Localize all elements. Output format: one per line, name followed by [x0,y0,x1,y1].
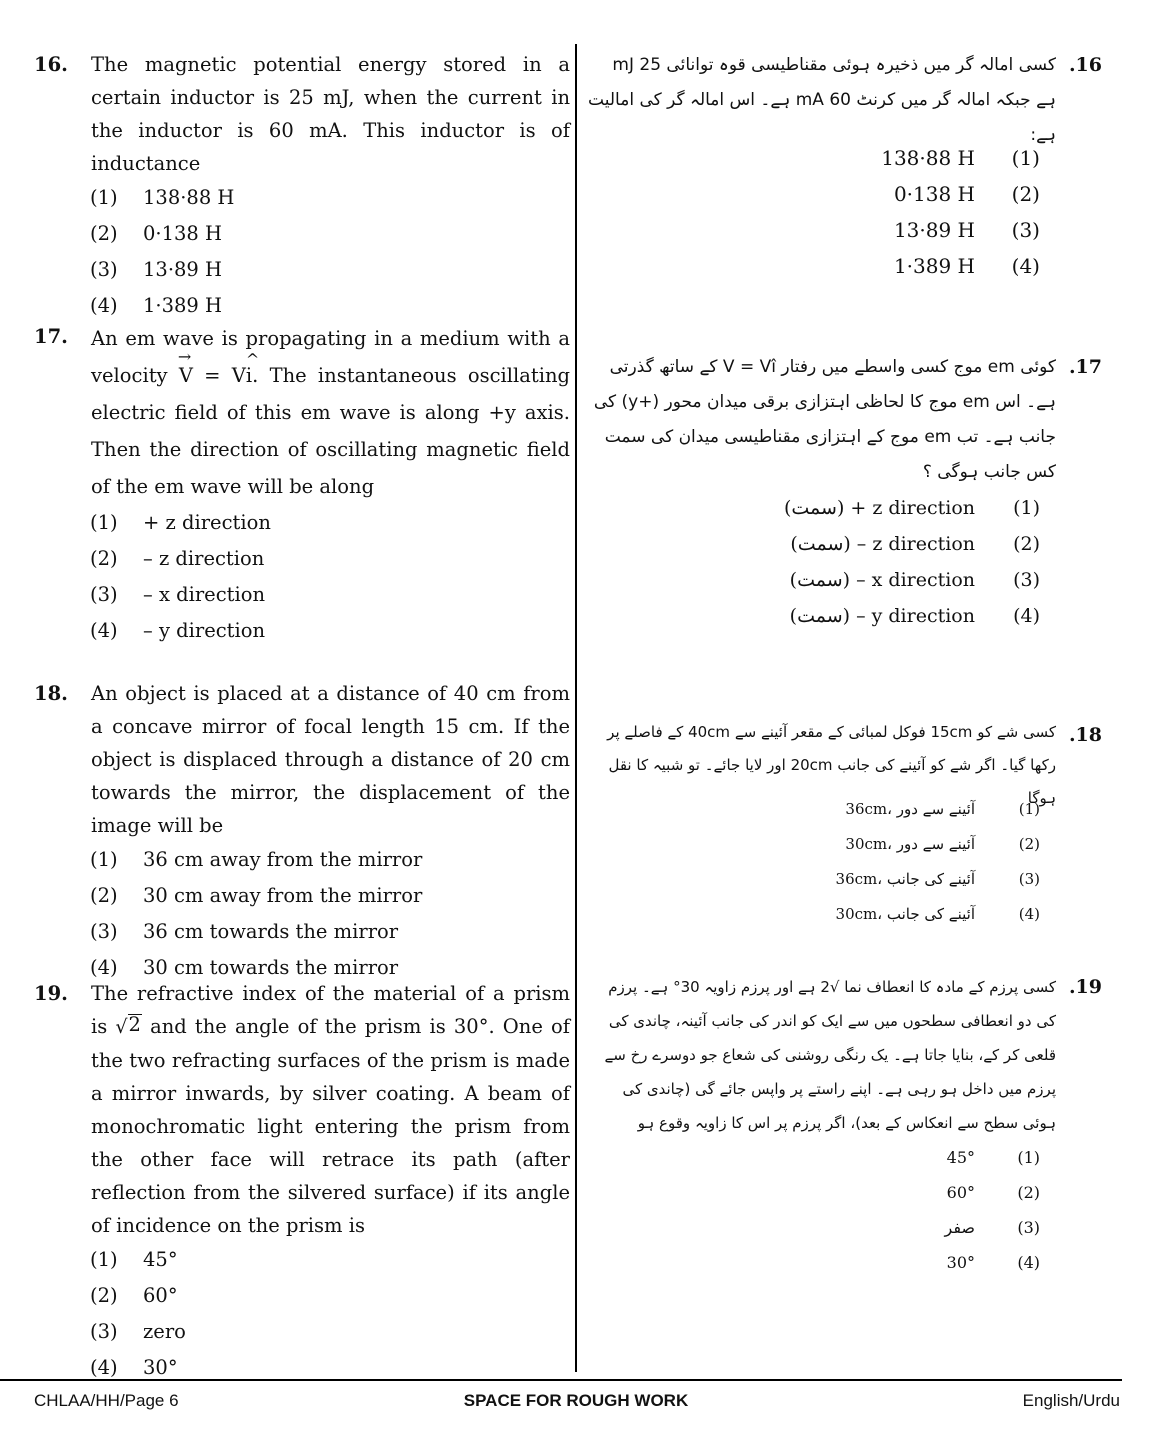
option-text: – z direction [143,547,265,570]
option-number: (4) [1013,605,1040,627]
option-text: 30° [946,1253,975,1272]
urdu-question-18 [588,692,1118,952]
page-footer [0,1391,1152,1419]
option-number: (1) [1011,146,1040,170]
urdu-question-16 [588,48,1118,310]
option-text: 36 cm away from the mirror [143,848,423,871]
option-text: صفر [944,1218,975,1237]
urdu-question-19 [588,952,1118,1280]
option-2[interactable] [90,878,570,914]
question-number: .19 [1068,976,1102,998]
option-text: 36cm، آئینے سے دور [845,800,975,818]
option-3[interactable] [90,252,570,288]
option-3[interactable] [588,1210,1040,1245]
option-number: (4) [90,956,118,979]
option-number: (3) [90,1320,118,1343]
option-4[interactable] [90,288,570,324]
question-stem: کسی امالہ گر میں ذخیرہ ہوئی مقناطیسی قوہ توانائی 25 mJ ہے جبکہ امالہ گر میں کرنٹ 60 mA ہے۔ اس امالہ گر کی امالیت ہے: [588,55,1056,145]
option-text: 0·138 H [893,182,975,206]
question-stem [91,320,570,505]
option-number: (2) [90,884,118,907]
option-number: (3) [1013,569,1040,591]
question-stem: کوئی em موج کسی واسطے میں رفتار V = Vî کے ساتھ گذرتی ہے۔ اس em موج کا لحاظی اہتزازی برقی میدان محور (+y) کی جانب ہے۔ تب em موج کے اہتزازی مقناطیسی میدان کی سمت کس جانب ہوگی ؟ [593,357,1056,482]
option-1[interactable] [90,180,570,216]
option-number: (2) [90,222,118,245]
option-1[interactable] [90,842,570,878]
radicand: 2 [128,1013,141,1036]
urdu-column [588,48,1118,1280]
option-1[interactable] [588,140,1040,176]
option-text: 0·138 H [143,222,223,245]
option-text: 60° [143,1284,178,1307]
option-1[interactable] [90,505,570,541]
option-text: 1·389 H [143,294,223,317]
option-number: (4) [1017,1253,1040,1272]
radical-sign: √ [115,1016,128,1038]
question-16 [30,48,570,320]
footer-divider [0,1379,1122,1381]
option-number: (3) [1018,870,1040,888]
option-3[interactable] [90,1314,570,1350]
option-number: (3) [1017,1218,1040,1237]
question-number: 17. [34,325,68,348]
option-number: (4) [1011,254,1040,278]
option-text: 138·88 H [143,186,235,209]
option-text: (سمت) – y direction [789,605,975,627]
question-number: 19. [34,982,68,1005]
option-2[interactable] [90,216,570,252]
option-number: (3) [90,258,118,281]
option-text: 30 cm towards the mirror [143,956,399,979]
square-root [115,1011,142,1044]
stem-equation: = V [192,364,246,387]
option-text: 36cm، آئینے کی جانب [835,870,975,888]
column-divider [575,44,577,1372]
question-19 [30,977,570,1386]
option-text: (سمت) – x direction [789,569,975,591]
question-number: 16. [34,53,68,76]
option-number: (4) [1018,905,1040,923]
option-text: 30 cm away from the mirror [143,884,423,907]
stem-text: The refractive index of the material of a prism is [91,982,570,1038]
option-number: (1) [1017,1148,1040,1167]
option-text: (سمت) – z direction [790,533,975,555]
option-number: (4) [90,619,118,642]
question-stem [91,977,570,1242]
option-number: (1) [90,848,118,871]
velocity-vector: → V [179,357,193,394]
option-1[interactable] [90,1242,570,1278]
option-1[interactable] [588,490,1040,526]
option-number: (2) [1013,533,1040,555]
option-text: – x direction [143,583,266,606]
option-4[interactable] [90,613,570,649]
option-text: 45° [946,1148,975,1167]
option-1[interactable] [588,792,1040,827]
options-list [588,140,1040,284]
option-number: (2) [90,1284,118,1307]
option-1[interactable] [588,1140,1040,1175]
option-text: 30° [143,1356,178,1379]
option-2[interactable] [90,1278,570,1314]
option-3[interactable] [588,562,1040,598]
options-list [90,505,570,649]
option-number: (2) [1011,182,1040,206]
option-number: (2) [90,547,118,570]
option-number: (1) [90,1248,118,1271]
options-list [588,792,1040,932]
option-number: (2) [1017,1183,1040,1202]
option-4[interactable] [588,897,1040,932]
question-17 [30,320,570,677]
option-text: – y direction [143,619,266,642]
option-3[interactable] [588,862,1040,897]
unit-vector-i: ^ i [246,357,252,394]
option-text: 60° [946,1183,975,1202]
option-number: (2) [1018,835,1040,853]
question-number: .18 [1068,724,1102,746]
option-2[interactable] [588,1175,1040,1210]
rough-work-label: SPACE FOR ROUGH WORK [463,1391,689,1410]
option-text: + z direction [143,511,271,534]
page-code: CHLAA/HH/Page 6 [34,1391,179,1410]
options-list [90,180,570,324]
option-2[interactable] [588,827,1040,862]
question-number: .16 [1068,54,1102,76]
option-2[interactable] [588,176,1040,212]
option-number: (1) [1018,800,1040,818]
english-column [30,48,570,1386]
option-number: (1) [90,186,118,209]
option-text: 138·88 H [881,146,975,170]
option-number: (3) [1011,218,1040,242]
option-text: zero [143,1320,186,1343]
options-list [588,490,1040,634]
option-3[interactable] [90,577,570,613]
options-list [90,1242,570,1386]
question-stem: کسی پرزم کے مادہ کا انعطاف نما √2 ہے اور پرزم زاویہ 30° ہے۔ پرزم کی دو انعطافی سطحوں میں سے ایک کو اندر کی جانب آئینہ، چاندی کی قلعی کر کے، بنایا جاتا ہے۔ یک رنگی روشنی کی شعاع جو دوسرے رخ سے پرزم میں داخل ہو رہی ہے۔ اپنے راستے پر واپس جائے گی (چاندی کی ہوئی سطح سے انعکاس کے بعد)، اگر پرزم پر اس کا زاویہ وقوع ہو [604,978,1056,1132]
stem-text: . The instantaneous oscillating electric field of this em wave is along +y axis. Then the direction of oscillating magnetic field of the em wave will be along [91,364,570,498]
option-3[interactable] [90,914,570,950]
options-list [90,842,570,986]
option-4[interactable] [588,1245,1040,1280]
question-18 [30,677,570,977]
language-label: English/Urdu [1022,1391,1120,1410]
question-number: .17 [1068,356,1102,378]
question-number: 18. [34,682,68,705]
option-number: (4) [90,294,118,317]
option-2[interactable] [588,526,1040,562]
question-stem: The magnetic potential energy stored in a certain inductor is 25 mJ, when the current in the inductor is 60 mA. This inductor is of inductance [91,53,570,175]
option-text: 30cm، آئینے کی جانب [835,905,975,923]
urdu-question-17 [588,310,1118,692]
question-stem: کسی شے کو 15cm فوکل لمبائی کے مقعر آئینے سے 40cm کے فاصلے پر رکھا گیا۔ اگر شے کو آئینے کی جانب 20cm اور لایا جائے۔ تو شبیہ کا نقل ہوگا [607,723,1056,807]
option-text: 13·89 H [893,218,975,242]
option-number: (4) [90,1356,118,1379]
option-2[interactable] [90,541,570,577]
option-number: (1) [1013,497,1040,519]
option-text: 36 cm towards the mirror [143,920,399,943]
stem-text: and the angle of the prism is 30°. One of the two refracting surfaces of the prism is made a mirror inwards, by silver coating. A beam of monochromatic light entering the prism from the other face will retrace its path (after reflection from the silvered surface) if its angle of incidence on the prism is [91,1015,570,1237]
option-number: (1) [90,511,118,534]
option-number: (3) [90,583,118,606]
option-text: 30cm، آئینے سے دور [845,835,975,853]
option-text: (سمت) + z direction [783,497,975,519]
stem-text: An em wave is propagating in a medium with a velocity [91,327,570,387]
option-text: 13·89 H [143,258,223,281]
question-stem: An object is placed at a distance of 40 cm from a concave mirror of focal length 15 cm. If the object is displaced through a distance of 20 cm towards the mirror, the displacement of the image will be [91,682,570,837]
option-number: (3) [90,920,118,943]
option-3[interactable] [588,212,1040,248]
option-4[interactable] [588,248,1040,284]
options-list [588,1140,1040,1280]
option-text: 1·389 H [893,254,975,278]
option-text: 45° [143,1248,178,1271]
option-4[interactable] [588,598,1040,634]
